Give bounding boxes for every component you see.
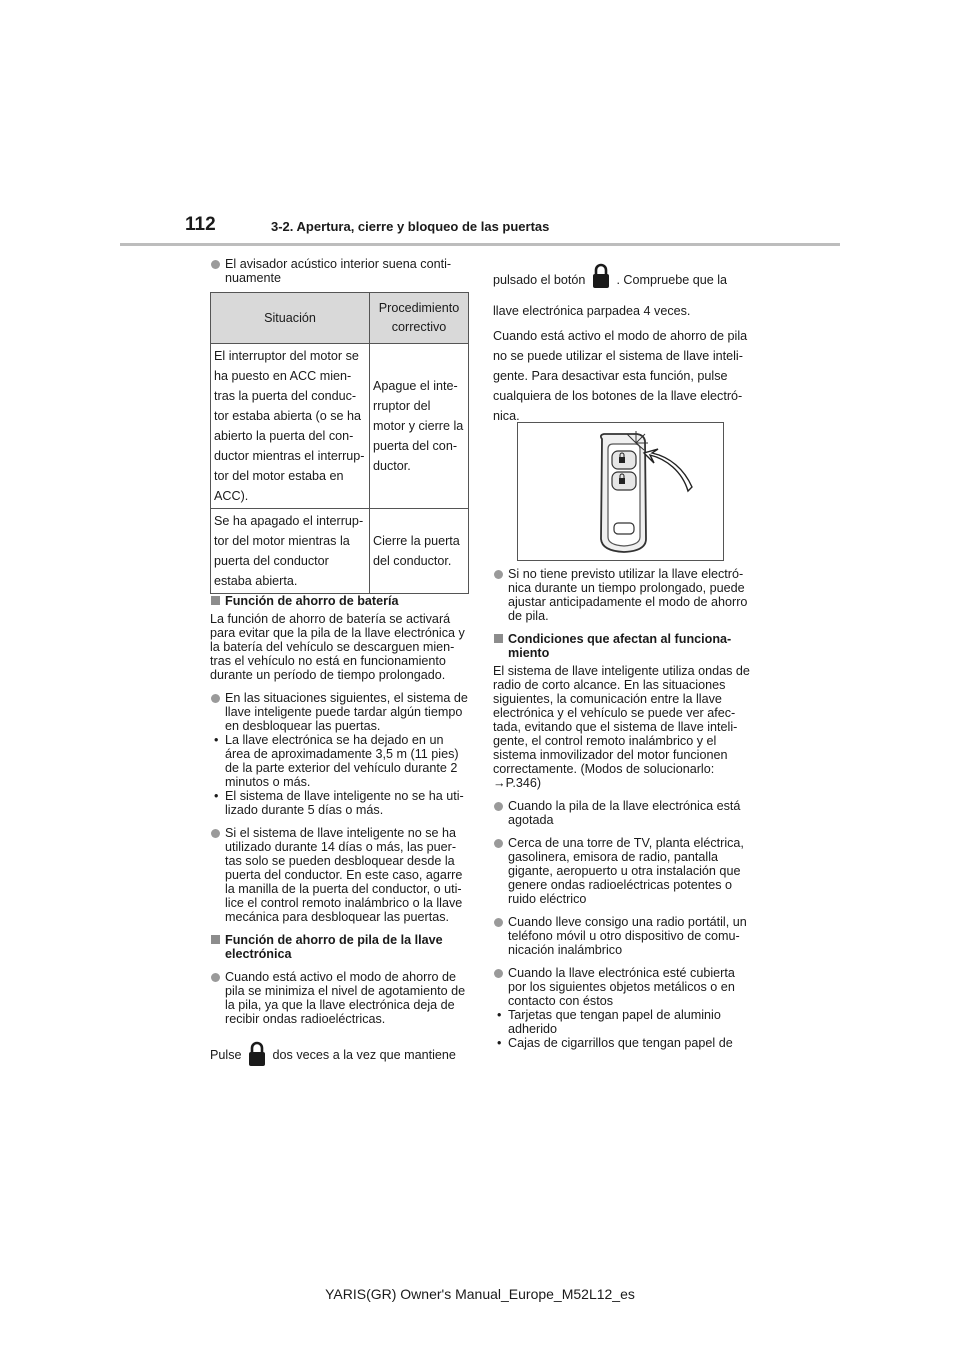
bullet-c3: Cuando lleve consigo una radio portátil, un teléfono móvil u otro dispositivo de comu- nicación inalámbrico (493, 915, 751, 957)
bullet-long-time: Si no tiene previsto utilizar la llave electró- nica durante un tiempo prolongado, puede ajustar anticipadamente el modo de ahorro de pila. (493, 567, 751, 623)
sub-c4-2: • Cajas de cigarrillos que tengan papel de (493, 1036, 751, 1050)
section-title: 3-2. Apertura, cierre y bloqueo de las puertas (271, 219, 550, 234)
pulse-before: Pulse (210, 1047, 242, 1062)
para-pulse (210, 1040, 468, 1071)
lock-icon (589, 262, 613, 299)
smart-key-figure (517, 422, 724, 561)
pulse-after: dos veces a la vez que mantiene (272, 1047, 456, 1062)
right-column-body (493, 567, 751, 1050)
heading-key-saving: Función de ahorro de pila de la llave electrónica (210, 933, 468, 961)
table-header-procedure: Procedimiento correctivo (370, 293, 469, 344)
table-header-situation: Situación (211, 293, 370, 344)
table-cell-procedure: Cierre la puerta del conductor. (370, 509, 469, 594)
bullet-key-saving: Cuando está activo el modo de ahorro de pila se minimiza el nivel de agotamiento de la pila, ya que la llave electrónica deja de recibir ondas radioeléctricas. (210, 970, 468, 1026)
bullet-alarm: El avisador acústico interior suena conti- nuamente (210, 257, 468, 285)
footer-manual-id: YARIS(GR) Owner's Manual_Europe_M52L12_es (325, 1286, 635, 1302)
situation-table (210, 292, 469, 594)
bullet-delay: En las situaciones siguientes, el sistema de llave inteligente puede tardar algún tiempo en desbloquear las puertas. (210, 691, 468, 733)
sub-c4-1: • Tarjetas que tengan papel de aluminio adherido (493, 1008, 751, 1036)
pressed-after: . Compruebe que la llave electrónica parpadea 4 veces. (493, 272, 728, 318)
table-cell-situation: El interruptor del motor se ha puesto en ACC mien- tras la puerta del conduc- tor estaba abierta (o se ha abierto la puerta del con- ductor mientras el interrup- tor del motor estaba en ACC). (211, 344, 370, 509)
para-conditions: El sistema de llave inteligente utiliza ondas de radio de corto alcance. En las situaciones siguientes, la comunicación entre la llave electrónica y el vehículo se puede ver afec- tada, evitando que el sistema de llave inteli- gente, el control remoto inalámbrico y el sistema inmovilizador del motor funcionen correctamente. (Modos de solucionarlo: (493, 664, 750, 776)
bullet-c1: Cuando la pila de la llave electrónica está agotada (493, 799, 751, 827)
bullet-14days: Si el sistema de llave inteligente no se ha utilizado durante 14 días o más, las puer- tas solo se pueden desbloquear desde la puerta del conductor. En este caso, agarre la manilla de la puerta del conductor, o uti- lice el control remoto inalámbrico o la llave mecánica para desbloquear las puertas. (210, 826, 468, 924)
heading-conditions: Condiciones que afectan al funciona- miento (493, 632, 751, 660)
right-column (493, 262, 751, 426)
bullet-c4: Cuando la llave electrónica esté cubierta por los siguientes objetos metálicos o en contacto con éstos (493, 966, 751, 1008)
para-conditions-ref: →P.346) (493, 776, 542, 790)
para-mode: Cuando está activo el modo de ahorro de pila no se puede utilizar el sistema de llave inteli- gente. Para desactivar esta función, pulse cualquiera de los botones de la llave electró- nica. (493, 329, 748, 423)
page-number: 112 (185, 214, 216, 235)
table-row (211, 344, 469, 509)
para-pressed (493, 262, 751, 324)
header-rule (120, 243, 840, 246)
sub-delay-1: • La llave electrónica se ha dejado en un área de aproximadamente 3,5 m (11 pies) de la parte exterior del vehículo durante 2 minutos o más. (210, 733, 468, 789)
table-cell-procedure: Apague el inte- rruptor del motor y cierre la puerta del con- ductor. (370, 344, 469, 509)
sub-delay-2: • El sistema de llave inteligente no se ha uti- lizado durante 5 días o más. (210, 789, 468, 817)
smart-key-illustration (518, 423, 723, 560)
lock-icon (245, 1040, 269, 1071)
left-column-body (210, 594, 468, 1071)
table-cell-situation: Se ha apagado el interrup- tor del motor mientras la puerta del conductor estaba abierta. (211, 509, 370, 594)
para-battery-saving: La función de ahorro de batería se activará para evitar que la pila de la llave electrónica y la batería del vehículo se descarguen mien- tras el vehículo no está en funcionamiento durante un período de tiempo prolongado. (210, 612, 465, 682)
bullet-c2: Cerca de una torre de TV, planta eléctrica, gasolinera, emisora de radio, pantalla gigante, aeropuerto u otra instalación que genere ondas radioeléctricas potentes o ruido eléctrico (493, 836, 751, 906)
table-row (211, 509, 469, 594)
heading-battery-saving: Función de ahorro de batería (210, 594, 468, 608)
left-column (210, 257, 468, 285)
pressed-before: pulsado el botón (493, 272, 586, 287)
